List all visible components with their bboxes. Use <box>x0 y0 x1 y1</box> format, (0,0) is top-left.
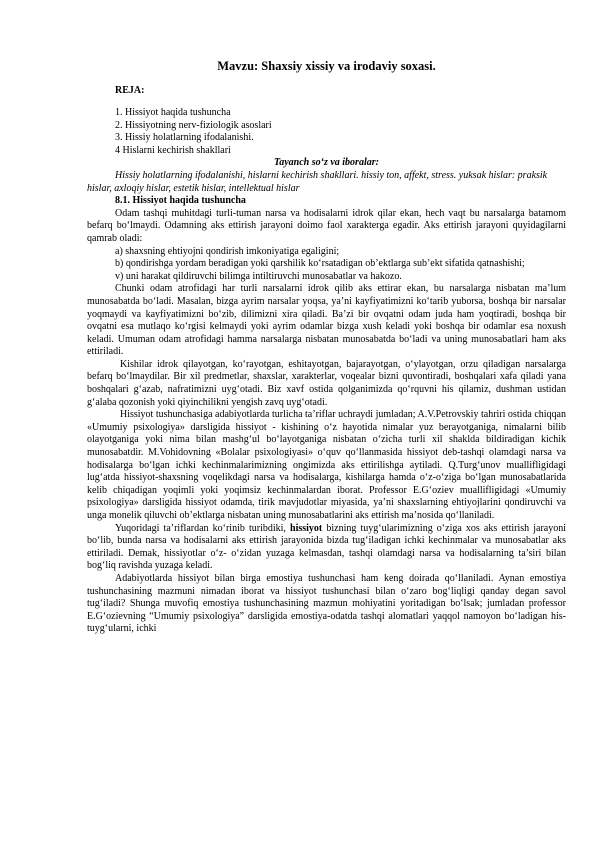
keywords-text: Hissiy holatlarning ifodalanishi, hislarni kechirish shakllari. hissiy ton, affekt, stress. yuksak hislar: praksik hislar, axloqiy hislar, estetik hislar, intellektual hislar <box>87 169 548 194</box>
plan-item: 3. Hissiy holatlarning ifodalanishi. <box>115 132 254 144</box>
list-item: b) qondirishga yordam beradigan yoki qarshilik ko‘rsatadigan ob’ektlarga sub’ekt sifatida qatnashishi; <box>115 258 525 270</box>
plan-item: 1. Hissiyot haqida tushuncha <box>115 107 231 118</box>
paragraph-text: Yuqoridagi ta’riflardan ko‘rinib turibdiki, <box>115 522 291 534</box>
plan-item: 2. Hissiyotning nerv-fiziologik asoslari <box>115 119 272 131</box>
paragraph: Kishilar idrok qilayotgan, ko‘rayotgan, eshitayotgan, bajarayotgan, o‘ylayotgan, orzu qiladigan narsalarga befarq bo‘lmaydilar. Bir xil predmetlar, shaxslar, xarakterlar, voqealar bizni quvontiradi, boshqalari xafa qiladi yana boshqalari g‘azab, nafratimizni uyg‘otadi. Biz xavf ostida qolganimizda qo‘rquvni his qilamiz, dushman ustidan g‘alaba qozonish yoki qiyinchilikni yengish zavq uyg‘otadi. <box>87 358 566 408</box>
list-item: v) uni harakat qildiruvchi bilimga intiltiruvchi munosabatlar va hakozo. <box>115 270 402 282</box>
paragraph-text: bizning tuyg‘ularimizning o‘ziga xos aks ettirish jarayoni bo‘lib, bunda narsa va hodisalarni aks ettirish jarayonida bizda tug‘iladigan ichki kechinmalar va munosabatlar aks ettiriladi. Demak, hissiyotlar o‘z- o‘zidan yuzaga kelmasdan, tashqi olamdagi narsa va hodisalarning ta’siri bilan bog‘liq ravishda yuzaga keladi. <box>87 522 566 572</box>
section-heading: 8.1. Hissiyot haqida tushuncha <box>115 195 246 207</box>
plan-list <box>115 107 566 157</box>
emphasis-term: hissiyot <box>290 522 323 534</box>
page-title: Mavzu: Shaxsiy xissiy va irodaviy soxasi. <box>217 59 436 73</box>
paragraph: Adabiyotlarda hissiyot bilan birga emostiya tushunchasi ham keng doirada qo‘llaniladi. Aynan emostiya tushunchasining mazmuni nimadan iborat va hissiyot tushunchasi bilan o‘zaro bog‘liqligi qanday degan savol tug‘iladi? Shunga muvofiq emostiya tushunchasining mazmun mohiyatini yoritadigan bo‘lsak; jumladan professor E.G‘ozievning “Umumiy psixologiya” darsligida emostiya-odatda tashqi alomatlari yaqqol namoyon bo‘ladigan his- tuyg‘ularni, ichki <box>87 572 566 635</box>
paragraph: Odam tashqi muhitdagi turli-tuman narsa va hodisalarni idrok qilar ekan, hech vaqt bu narsalarga batamom befarq bo‘lmaydi. Odamning aks ettirish jarayoni doimo faol xarakterga egadir. Aks ettirish jarayoni quyidagilarni qamrab oladi: <box>87 207 566 244</box>
paragraph <box>87 523 566 573</box>
paragraph: Chunki odam atrofidagi har turli narsalarni idrok qilib aks ettirar ekan, bu narsalarga nisbatan ma’lum munosabatda bo‘ladi. Masalan, bizga ayrim narsalar yoqsa, ya’ni kayfiyatimizni ko‘tarib yuborsa, boshqa bir narsalar yoqmaydi va kayfiyatimizni bo‘zib, dilimizni xira qiladi. Ba’zi bir ovqatni odam juda ham yoqtiradi, boshqa bir ovqatni esa mutlaqo ko‘rgisi kelmaydi yoki ayrim odamlar bizga xush keladi yoki boshqa bir odamlar esa noxush keladi. Umuman odam atrofidagi hamma narsalarga nisbatan munosabatda bo‘ladi va uning munosabatlari ham aks ettiriladi. <box>87 283 566 358</box>
keywords-heading: Tayanch so‘z va iboralar: <box>274 157 379 169</box>
paragraph: Hissiyot tushunchasiga adabiyotlarda turlicha ta’riflar uchraydi jumladan; A.V.Petrovskiy tahriri ostida chiqqan «Umumiy psixologiya» darsligida hissiyot - kishining o‘z hayotida nimalar yuz berayotganiga, nimalarni bilib olayotganiga yoki nima bilan mashg‘ul bo‘layotganiga nisbatan o‘zicha turli xil shaklda bildiradigan kichik munosabatdir. M.Vohidovning «Bolalar psixologiyasi» o‘quv qo‘llanmasida hissiyot deb-tashqi olamdagi narsa va hodisalarga bo‘lgan ichki kechinmalarimizning ongimizda aks ettirilishga aytiladi. Q.Turg‘unov muallifligidagi lug‘atda hissiyot-shaxsning voqelikdagi narsa va hodisalarga, kishilarga hamda o‘z-o‘ziga bo‘lgan munosabatlarida kelib chiqadigan yoqimli yoki yoqimsiz kechinmalardan iborat. Professor E.G‘oziev muallifligidagi «Umumiy psixologiya» darsligida hissiyot odamda, tirik mavjudotlar miyasida, ya’ni shaxslarning ehtiyojlarini qondiruvchi va unga monelik qiluvchi ob’ektlarga nisbatan uning munosabatlarini aks ettirish ma’nosida qo‘llaniladi. <box>87 409 566 521</box>
plan-heading: REJA: <box>115 85 145 96</box>
plan-item: 4 Hislarni kechirish shakllari <box>115 144 231 156</box>
list-item: a) shaxsning ehtiyojni qondirish imkoniyatiga egaligini; <box>115 245 340 257</box>
